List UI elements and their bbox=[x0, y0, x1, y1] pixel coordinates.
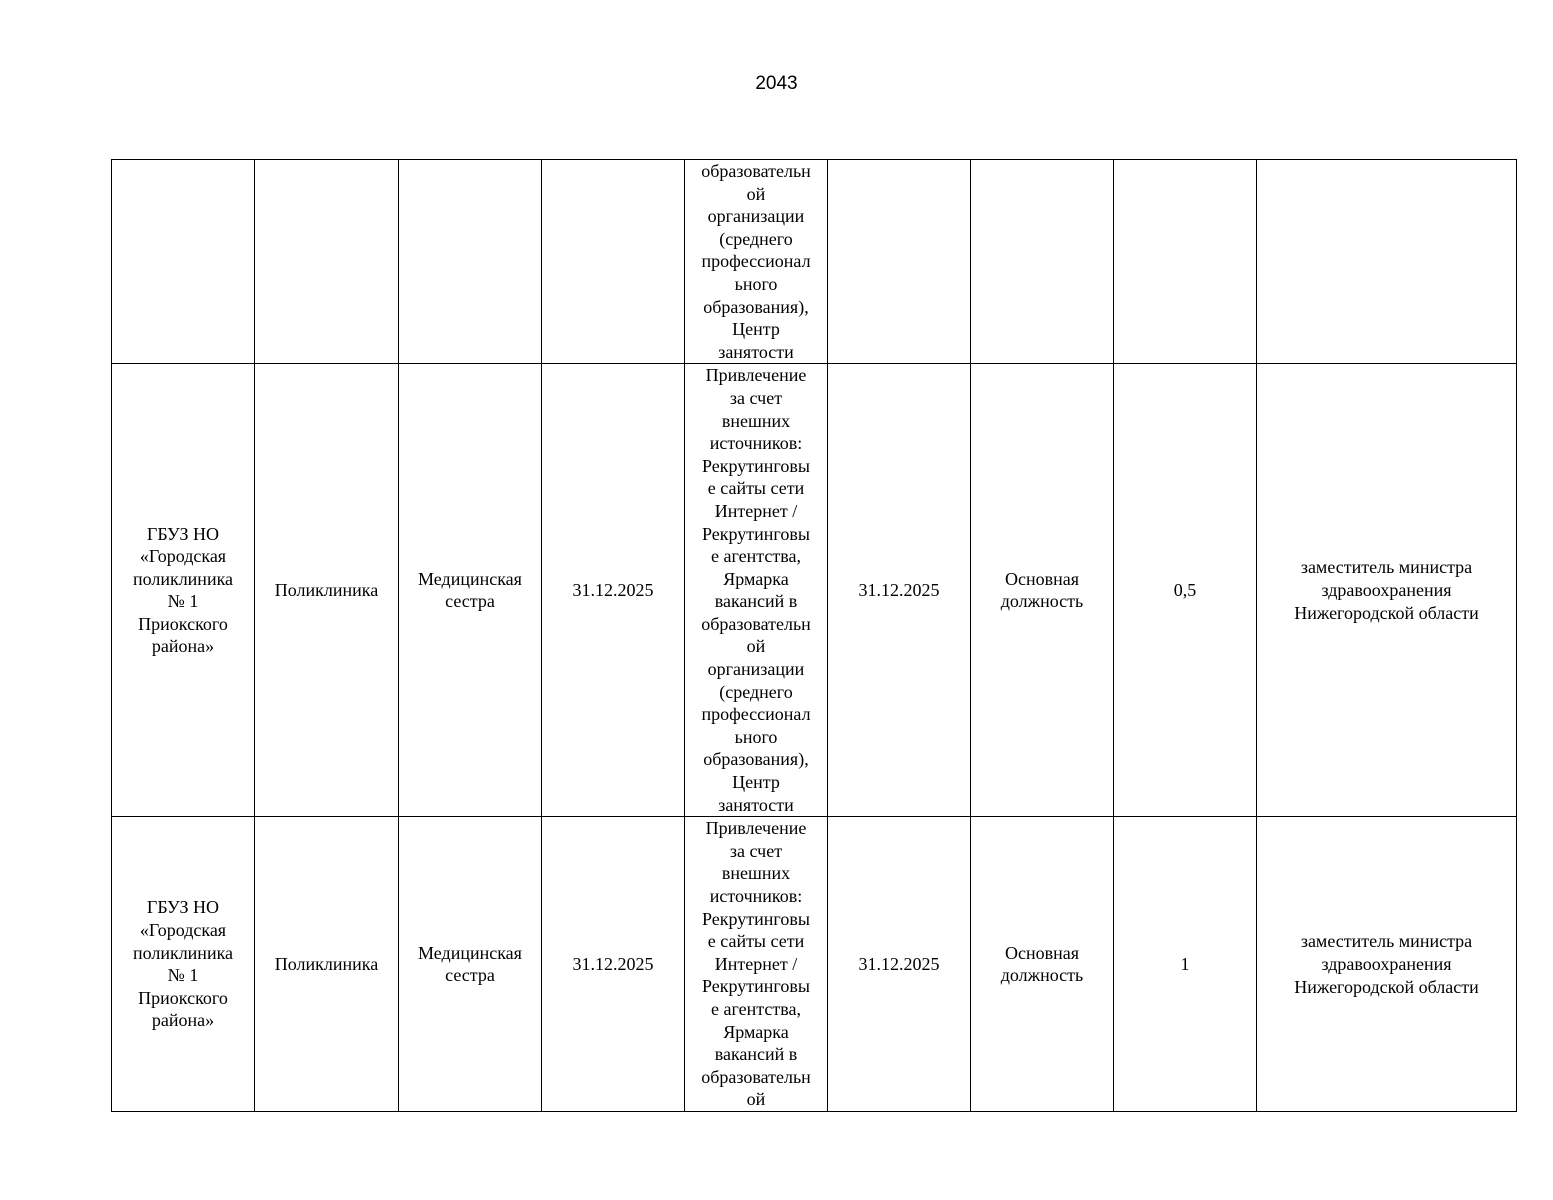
cell-text-line: ьного bbox=[734, 273, 778, 294]
cell-post-type bbox=[971, 364, 1114, 817]
cell-text-line: вакансий в bbox=[714, 591, 798, 612]
cell-post-type bbox=[971, 160, 1114, 364]
cell-text-line: района» bbox=[151, 636, 215, 657]
cell-unit bbox=[255, 160, 399, 364]
cell-text-line: образования), bbox=[703, 296, 809, 317]
cell-text-line: Приокского bbox=[138, 613, 228, 634]
cell-text-line: № 1 bbox=[167, 591, 199, 612]
cell-rate: 0,5 bbox=[1114, 364, 1257, 817]
cell-text-line: ой bbox=[746, 1089, 766, 1110]
cell-organization bbox=[112, 817, 255, 1112]
cell-text-line: Нижегородской области bbox=[1294, 976, 1479, 997]
cell-text-line: профессионал bbox=[701, 251, 811, 272]
cell-text-line: Центр bbox=[732, 319, 780, 340]
cell-text-line: е сайты сети bbox=[707, 931, 805, 952]
table-row bbox=[112, 160, 1517, 364]
cell-recruitment-source bbox=[685, 817, 828, 1112]
cell-rate bbox=[1114, 160, 1257, 364]
cell-unit: Поликлиника bbox=[255, 364, 399, 817]
cell-text-line: здравоохранения bbox=[1321, 953, 1452, 974]
cell-text-line: занятости bbox=[718, 794, 794, 815]
cell-responsible bbox=[1257, 364, 1517, 817]
cell-text-line: внешних bbox=[721, 863, 791, 884]
cell-text-line: Привлечение bbox=[705, 818, 807, 839]
cell-text-line: сестра bbox=[445, 591, 495, 612]
cell-text-line: заместитель министра bbox=[1300, 557, 1473, 578]
cell-text-line: ГБУЗ НО bbox=[146, 897, 220, 918]
cell-text-line: Рекрутинговы bbox=[702, 523, 810, 544]
cell-text-line: «Городская bbox=[139, 920, 227, 941]
cell-text-line: Медицинская bbox=[418, 942, 522, 963]
cell-text-line: (среднего bbox=[719, 228, 793, 249]
cell-recruitment-source bbox=[685, 160, 828, 364]
cell-text-line: здравоохранения bbox=[1321, 579, 1452, 600]
cell-responsible bbox=[1257, 160, 1517, 364]
cell-text-line: поликлиника bbox=[132, 942, 234, 963]
cell-date-start bbox=[542, 160, 685, 364]
cell-text-line: Основная bbox=[1004, 942, 1080, 963]
cell-text-line: Рекрутинговы bbox=[702, 976, 810, 997]
cell-text-line: ГБУЗ НО bbox=[146, 523, 220, 544]
cell-position bbox=[399, 364, 542, 817]
cell-text-line: организации bbox=[707, 659, 805, 680]
cell-text-line: Ярмарка bbox=[723, 1021, 789, 1042]
page-number: 2043 bbox=[755, 73, 798, 94]
cell-text-line: Основная bbox=[1004, 568, 1080, 589]
cell-unit: Поликлиника bbox=[255, 817, 399, 1112]
cell-text-line: внешних bbox=[721, 410, 791, 431]
cell-post-type bbox=[971, 817, 1114, 1112]
cell-recruitment-source bbox=[685, 364, 828, 817]
cell-text-line: ой bbox=[746, 183, 766, 204]
cell-text-line: за счет bbox=[729, 387, 783, 408]
cell-text-line: образовательн bbox=[701, 1066, 811, 1087]
cell-date-start: 31.12.2025 bbox=[542, 364, 685, 817]
cell-date-end: 31.12.2025 bbox=[828, 364, 971, 817]
cell-text-line: Рекрутинговы bbox=[702, 455, 810, 476]
table-row bbox=[112, 364, 1517, 817]
cell-text-line: образовательн bbox=[701, 613, 811, 634]
cell-text-line: (среднего bbox=[719, 681, 793, 702]
cell-text-line: Интернет / bbox=[714, 953, 798, 974]
cell-text-line: образования), bbox=[703, 749, 809, 770]
cell-date-end bbox=[828, 160, 971, 364]
cell-responsible bbox=[1257, 817, 1517, 1112]
cell-text-line: № 1 bbox=[167, 965, 199, 986]
cell-text-line: Приокского bbox=[138, 987, 228, 1008]
document-table bbox=[111, 159, 1517, 1112]
cell-text-line: сестра bbox=[445, 965, 495, 986]
cell-text-line: Нижегородской области bbox=[1294, 602, 1479, 623]
cell-position bbox=[399, 817, 542, 1112]
cell-text-line: организации bbox=[707, 206, 805, 227]
cell-text-line: должность bbox=[1000, 591, 1084, 612]
cell-text-line: ьного bbox=[734, 726, 778, 747]
cell-text-line: образовательн bbox=[701, 161, 811, 181]
table-row bbox=[112, 817, 1517, 1112]
cell-text-line: Медицинская bbox=[418, 568, 522, 589]
cell-text-line: ой bbox=[746, 636, 766, 657]
cell-text-line: поликлиника bbox=[132, 568, 234, 589]
cell-text-line: «Городская bbox=[139, 546, 227, 567]
cell-text-line: е агентства, bbox=[711, 998, 801, 1019]
cell-text-line: Интернет / bbox=[714, 500, 798, 521]
cell-text-line: е агентства, bbox=[711, 546, 801, 567]
cell-date-end: 31.12.2025 bbox=[828, 817, 971, 1112]
cell-text-line: Ярмарка bbox=[723, 568, 789, 589]
cell-date-start: 31.12.2025 bbox=[542, 817, 685, 1112]
cell-text-line: Рекрутинговы bbox=[702, 908, 810, 929]
cell-text-line: вакансий в bbox=[714, 1044, 798, 1065]
cell-rate: 1 bbox=[1114, 817, 1257, 1112]
cell-text-line: Центр bbox=[732, 772, 780, 793]
cell-organization bbox=[112, 364, 255, 817]
cell-organization bbox=[112, 160, 255, 364]
cell-text-line: е сайты сети bbox=[707, 478, 805, 499]
cell-text-line: района» bbox=[151, 1010, 215, 1031]
cell-text-line: профессионал bbox=[701, 704, 811, 725]
cell-text-line: должность bbox=[1000, 965, 1084, 986]
cell-text-line: Привлечение bbox=[705, 365, 807, 386]
cell-text-line: источников: bbox=[709, 886, 803, 906]
cell-position bbox=[399, 160, 542, 364]
cell-text-line: заместитель министра bbox=[1300, 931, 1473, 952]
cell-text-line: за счет bbox=[729, 840, 783, 861]
cell-text-line: занятости bbox=[718, 341, 794, 362]
cell-text-line: источников: bbox=[709, 433, 803, 454]
